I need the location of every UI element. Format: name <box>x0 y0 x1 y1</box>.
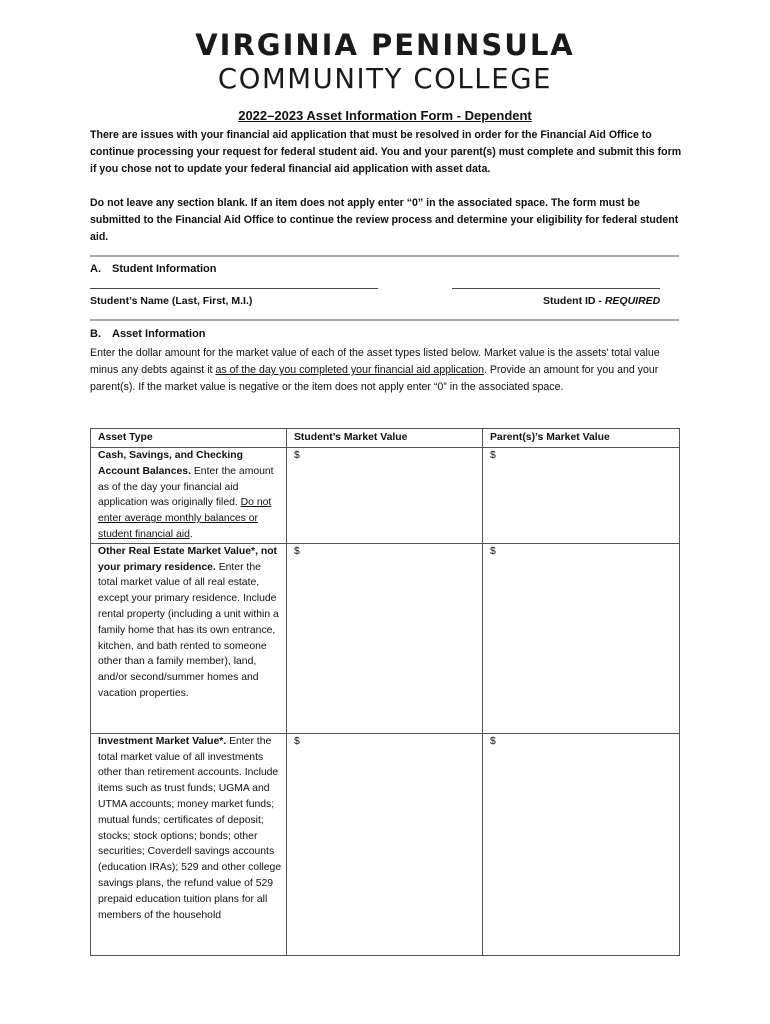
instructions-text: Enter the dollar amount for the market value of each of the asset types listed below. Market value is the assets’ total value minus any debts against it <box>90 347 660 376</box>
student-name-label: Student’s Name (Last, First, M.I.) <box>90 295 253 307</box>
logo-line-2: COMMUNITY COLLEGE <box>217 63 553 95</box>
student-value-cash[interactable]: $ <box>287 448 483 544</box>
header-parent-value: Parent(s)’s Market Value <box>483 429 680 448</box>
section-b-title: Asset Information <box>112 328 206 340</box>
asset-text: Enter the amount as of the day your financial aid application was originally filed. <box>98 465 274 509</box>
divider <box>90 319 679 321</box>
intro-paragraph-1: There are issues with your financial aid application that must be resolved in order for the Financial Aid Office to continue processing your request for federal student aid. You and your parent(s) must complete and submit this form if you chose not to update your federal financial aid application with asset data. <box>90 129 682 175</box>
student-value-investment[interactable]: $ <box>287 733 483 955</box>
form-title: 2022–2023 Asset Information Form - Dependent <box>238 108 532 123</box>
asset-tail: . <box>189 528 193 540</box>
asset-name: Cash, Savings, and Checking Account Balances. <box>98 450 243 477</box>
asset-description-cash <box>91 448 287 544</box>
section-a-title: Student Information <box>112 263 217 275</box>
asset-instructions <box>90 345 682 396</box>
intro-paragraph-2: Do not leave any section blank. If an item does not apply enter “0” in the associated space. The form must be submitted to the Financial Aid Office to continue the review process and determine your eligibility for federal student aid. <box>90 197 679 243</box>
student-id-field[interactable] <box>452 288 660 289</box>
student-value-real-estate[interactable]: $ <box>287 543 483 733</box>
section-b-heading <box>90 328 206 340</box>
table-row <box>91 448 680 544</box>
student-id-label <box>543 295 660 307</box>
asset-name: Investment Market Value*. <box>98 735 227 747</box>
section-a-letter: A. <box>90 263 101 275</box>
parent-value-real-estate[interactable]: $ <box>483 543 680 733</box>
student-id-label-text: Student ID - <box>543 295 605 307</box>
logo-line-1: VIRGINIA PENINSULA <box>195 28 575 62</box>
parent-value-investment[interactable]: $ <box>483 733 680 955</box>
table-row <box>91 733 680 955</box>
header-student-value: Student’s Market Value <box>287 429 483 448</box>
asset-description-real-estate <box>91 543 287 733</box>
table-row <box>91 543 680 733</box>
asset-text: Enter the total market value of all real estate, except your primary residence. Include rental property (including a unit within a family home that has its own entrance, kitchen, and bath rented to someone other than a family member), land, and/or second/summer homes and vacation properties. <box>98 561 279 699</box>
college-logo <box>0 27 770 95</box>
asset-name: Other Real Estate Market Value*, not your primary residence. <box>98 545 278 573</box>
header-asset-type: Asset Type <box>91 429 287 448</box>
asset-underlined-note: Do not enter average monthly balances or student financial aid <box>98 497 272 540</box>
asset-table <box>90 428 680 956</box>
section-a-heading <box>90 263 217 275</box>
section-b-letter: B. <box>90 328 101 340</box>
required-marker: REQUIRED <box>604 295 661 307</box>
student-name-field[interactable] <box>90 288 378 289</box>
table-header-row <box>91 429 680 448</box>
divider <box>90 255 679 257</box>
asset-text: Enter the total market value of all investments other than retirement accounts. Include items such as trust funds; UGMA and UTMA accounts; money market funds; mutual funds; certificates of deposit; stocks; stock options; bonds; other securities; Coverdell savings accounts (education IRAs); 529 and other college savings plans, the refund value of 529 prepaid education tuition plans for all members of the household <box>98 735 282 921</box>
instructions-underlined: as of the day you completed your financial aid application <box>215 364 484 376</box>
parent-value-cash[interactable]: $ <box>483 448 680 544</box>
asset-description-investment <box>91 733 287 955</box>
instructions-text-end: . Provide an amount for you and your parent(s). If the market value is negative or the item does not apply enter “0” in the associated space. <box>90 364 659 393</box>
